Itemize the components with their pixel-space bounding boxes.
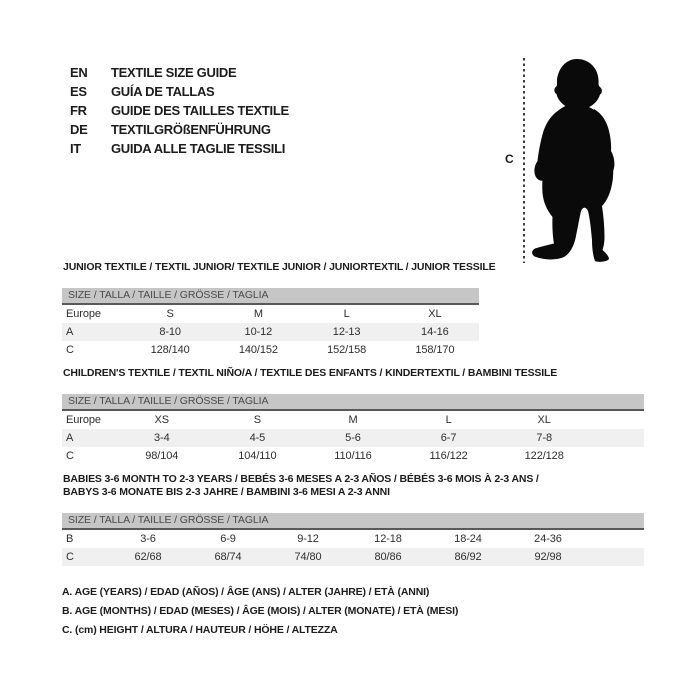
row-label: C	[66, 450, 74, 462]
size-cell: 152/158	[327, 344, 367, 356]
size-cell: 98/104	[145, 450, 179, 462]
language-title: TEXTILE SIZE GUIDE	[111, 65, 237, 80]
size-cell: S	[253, 414, 262, 426]
size-cell: 4-5	[249, 432, 266, 444]
size-cell: XL	[537, 414, 551, 426]
height-measure-label: C	[505, 152, 514, 166]
size-row	[62, 323, 479, 341]
size-header-bar: SIZE / TALLA / TAILLE / GRÖSSE / TAGLIA	[62, 394, 644, 411]
size-cell: 9-12	[297, 533, 319, 545]
size-cell: 158/170	[415, 344, 455, 356]
language-code: EN	[70, 65, 88, 80]
row-label: C	[66, 344, 74, 356]
table-title	[63, 367, 644, 380]
row-label: Europe	[66, 414, 101, 426]
size-row	[62, 411, 644, 429]
table-title-line: BABYS 3-6 MONATE BIS 2-3 JAHRE / BAMBINI 3-6 MESI A 2-3 ANNI	[63, 486, 390, 498]
size-cell: 6-9	[220, 533, 236, 545]
row-label: A	[66, 432, 74, 444]
size-cell: M	[348, 414, 358, 426]
size-cell: L	[343, 308, 350, 320]
note-line: C. (cm) HEIGHT / ALTURA / HAUTEUR / HÖHE / ALTEZZA	[62, 624, 338, 636]
size-cell: S	[166, 308, 174, 320]
size-cell: 24-36	[534, 533, 562, 545]
size-header-bar: SIZE / TALLA / TAILLE / GRÖSSE / TAGLIA	[62, 513, 644, 530]
height-dashed-line	[523, 58, 525, 263]
language-row	[70, 101, 289, 120]
size-row	[62, 548, 644, 566]
size-cell: 128/140	[150, 344, 190, 356]
size-cell: 86/92	[454, 551, 482, 563]
spacer-cell	[592, 429, 644, 447]
size-cell: 122/128	[524, 450, 564, 462]
children-textile-section	[62, 367, 644, 465]
size-cell: 92/98	[534, 551, 562, 563]
language-title: GUÍA DE TALLAS	[111, 84, 215, 99]
language-code: DE	[70, 122, 88, 137]
babies-size-table	[62, 530, 644, 566]
size-cell: 18-24	[454, 533, 482, 545]
size-cell: 8-10	[159, 326, 181, 338]
note-line: A. AGE (YEARS) / EDAD (AÑOS) / ÂGE (ANS) / ALTER (JAHRE) / ETÀ (ANNI)	[62, 586, 430, 598]
size-cell: 74/80	[294, 551, 322, 563]
spacer-cell	[588, 530, 644, 548]
language-title: TEXTILGRÖßENFÜHRUNG	[111, 122, 271, 137]
table-title	[63, 473, 644, 499]
figure-area	[500, 54, 650, 269]
language-list	[70, 63, 289, 158]
size-cell: 3-4	[153, 432, 170, 444]
size-cell: XL	[428, 308, 442, 320]
size-cell: 104/110	[238, 450, 277, 462]
size-cell: 62/68	[134, 551, 162, 563]
spacer-cell	[592, 411, 644, 429]
row-label: A	[66, 326, 74, 338]
junior-size-table	[62, 305, 479, 359]
language-code: FR	[70, 103, 87, 118]
size-header-bar: SIZE / TALLA / TAILLE / GRÖSSE / TAGLIA	[62, 288, 479, 305]
size-cell: 80/86	[374, 551, 402, 563]
table-title-line: BABIES 3-6 MONTH TO 2-3 YEARS / BEBÉS 3-6 MESES A 2-3 AÑOS / BÉBÉS 3-6 MOIS À 2-3 ANS /	[63, 473, 539, 485]
size-cell: 3-6	[140, 533, 156, 545]
row-label: C	[66, 551, 74, 563]
spacer-cell	[592, 447, 644, 465]
spacer-cell	[588, 548, 644, 566]
language-code: ES	[70, 84, 87, 99]
junior-textile-section	[62, 261, 644, 359]
size-cell: XS	[154, 414, 170, 426]
babies-textile-section	[62, 473, 644, 566]
size-cell: L	[445, 414, 452, 426]
table-title-line: CHILDREN'S TEXTILE / TEXTIL NIÑO/A / TEXTILE DES ENFANTS / KINDERTEXTIL / BAMBINI TESSILE	[63, 367, 558, 379]
size-row	[62, 305, 479, 323]
note-line: B. AGE (MONTHS) / EDAD (MESES) / ÂGE (MOIS) / ALTER (MONATE) / ETÀ (MESI)	[62, 605, 459, 617]
language-title: GUIDA ALLE TAGLIE TESSILI	[111, 141, 286, 156]
size-cell: 68/74	[214, 551, 242, 563]
size-cell: 6-7	[440, 432, 457, 444]
size-cell: 140/152	[238, 344, 278, 356]
row-label: B	[66, 533, 74, 545]
language-row	[70, 120, 289, 139]
size-row	[62, 429, 644, 447]
language-row	[70, 63, 289, 82]
size-cell: 110/116	[334, 450, 372, 462]
size-row	[62, 530, 644, 548]
children-size-table	[62, 411, 644, 465]
size-row	[62, 447, 644, 465]
language-row	[70, 82, 289, 101]
size-cell: 10-12	[244, 326, 273, 338]
size-cell: 7-8	[536, 432, 552, 444]
size-cell: M	[253, 308, 263, 320]
language-title: GUIDE DES TAILLES TEXTILE	[111, 103, 289, 118]
table-title-line: JUNIOR TEXTILE / TEXTIL JUNIOR/ TEXTILE JUNIOR / JUNIORTEXTIL / JUNIOR TESSILE	[63, 261, 496, 273]
size-cell: 116/122	[429, 450, 468, 462]
notes-list	[62, 583, 644, 640]
size-cell: 14-16	[421, 326, 449, 338]
language-code: IT	[70, 141, 81, 156]
size-cell: 12-13	[332, 326, 361, 338]
language-row	[70, 139, 289, 158]
size-row	[62, 341, 479, 359]
size-cell: 5-6	[345, 432, 361, 444]
size-cell: 12-18	[374, 533, 402, 545]
baby-silhouette-icon	[528, 57, 620, 263]
row-label: Europe	[66, 308, 101, 320]
table-title	[63, 261, 644, 274]
tables-area	[62, 261, 644, 640]
